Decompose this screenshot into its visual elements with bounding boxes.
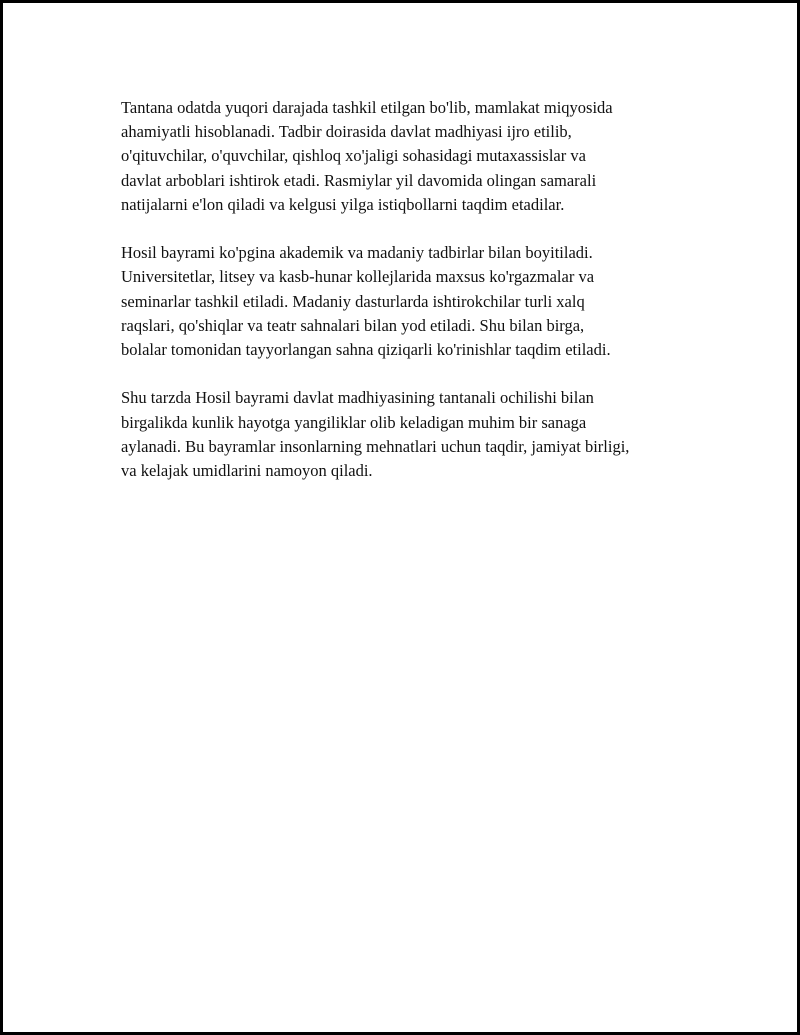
text-line: aylanadi. Bu bayramlar insonlarning mehnatlari uchun taqdir, jamiyat birligi, (121, 436, 630, 456)
text-line: Universitetlar, litsey va kasb-hunar kollejlarida maxsus ko'rgazmalar va (121, 267, 595, 287)
text-line: natijalarni e'lon qiladi va kelgusi yilga istiqbollarni taqdim etadilar. (121, 194, 565, 214)
paragraph-1 (121, 96, 721, 217)
text-line: Shu tarzda Hosil bayrami davlat madhiyasining tantanali ochilishi bilan (121, 388, 594, 408)
paragraph-3 (121, 386, 721, 483)
text-line: seminarlar tashkil etiladi. Madaniy dasturlarda ishtirokchilar turli xalq (121, 291, 585, 311)
text-line: o'qituvchilar, o'quvchilar, qishloq xo'jaligi sohasidagi mutaxassislar va (121, 146, 586, 166)
text-line: ahamiyatli hisoblanadi. Tadbir doirasida davlat madhiyasi ijro etilib, (121, 122, 572, 142)
text-line: Hosil bayrami ko'pgina akademik va madaniy tadbirlar bilan boyitiladi. (121, 243, 593, 263)
text-line: birgalikda kunlik hayotga yangiliklar olib keladigan muhim bir sanaga (121, 412, 587, 432)
paragraph-2 (121, 241, 721, 362)
text-line: davlat arboblari ishtirok etadi. Rasmiylar yil davomida olingan samarali (121, 170, 597, 190)
text-line: Tantana odatda yuqori darajada tashkil etilgan bo'lib, mamlakat miqyosida (121, 98, 613, 117)
text-line: bolalar tomonidan tayyorlangan sahna qiziqarli ko'rinishlar taqdim etiladi. (121, 340, 611, 360)
text-line: raqslari, qo'shiqlar va teatr sahnalari bilan yod etiladi. Shu bilan birga, (121, 315, 585, 335)
document-body (121, 96, 721, 507)
text-line: va kelajak umidlarini namoyon qiladi. (121, 461, 373, 481)
